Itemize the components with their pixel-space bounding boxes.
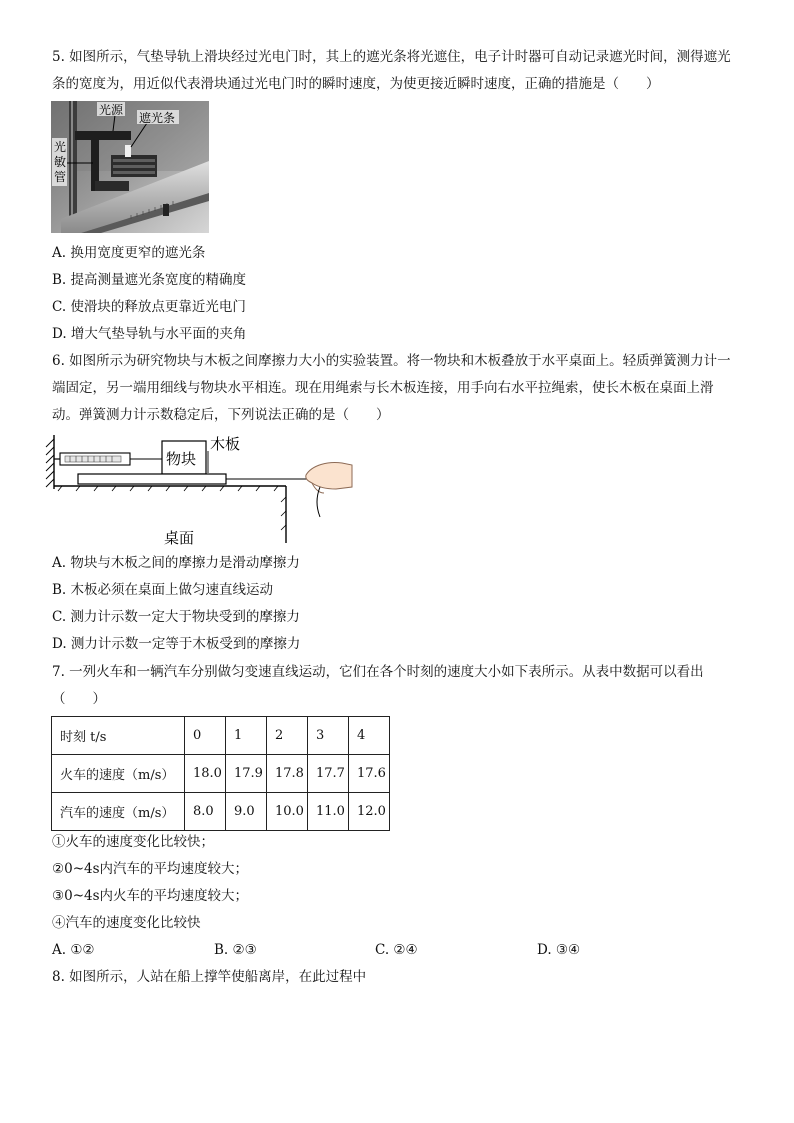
- table-cell: 2: [267, 717, 308, 755]
- table-cell: 4: [349, 717, 390, 755]
- q7-statement-3: ③0~4s内火车的平均速度较大；: [52, 888, 249, 904]
- q7-option-c[interactable]: C. ②④: [375, 942, 418, 958]
- q7-stem-line-2: （ ）: [52, 691, 106, 707]
- q5-stem-line-2: 条的宽度为，用近似代表滑块通过光电门时的瞬时速度，为使更接近瞬时速度，正确的措施是（ ）: [52, 76, 660, 92]
- table-row: [52, 793, 390, 831]
- q6-option-a[interactable]: A. 物块与木板之间的摩擦力是滑动摩擦力: [52, 555, 300, 571]
- table-cell: 12.0: [349, 793, 390, 831]
- table-cell: 8.0: [185, 793, 226, 831]
- table-cell: 3: [308, 717, 349, 755]
- table-cell: 17.6: [349, 755, 390, 793]
- table-cell: 汽车的速度（m/s）: [52, 793, 185, 831]
- q7-option-d[interactable]: D. ③④: [537, 942, 581, 958]
- q5-option-c[interactable]: C. 使滑块的释放点更靠近光电门: [52, 299, 246, 315]
- q7-statement-2: ②0~4s内汽车的平均速度较大；: [52, 861, 249, 877]
- q5-option-b[interactable]: B. 提高测量遮光条宽度的精确度: [52, 272, 247, 288]
- q6-option-c[interactable]: C. 测力计示数一定大于物块受到的摩擦力: [52, 609, 300, 625]
- q5-option-a[interactable]: A. 换用宽度更窄的遮光条: [52, 245, 206, 261]
- q6-friction-apparatus-diagram: [40, 431, 360, 549]
- speed-table: [51, 716, 390, 831]
- label-board: 木板: [210, 435, 241, 453]
- table-cell: 时刻 t/s: [52, 717, 185, 755]
- q6-stem-line-2: 端固定，另一端用细线与物块水平相连。现在用绳索与长木板连接，用手向右水平拉绳索，使长木板在桌面上滑: [52, 380, 714, 396]
- q6-option-b[interactable]: B. 木板必须在桌面上做匀速直线运动: [52, 582, 274, 598]
- table-cell: 0: [185, 717, 226, 755]
- table-cell: 1: [226, 717, 267, 755]
- q6-stem-line-1: 6. 如图所示为研究物块与木板之间摩擦力大小的实验装置。将一物块和木板叠放于水平桌面上。轻质弹簧测力计一: [52, 353, 731, 369]
- q5-stem-line-1: 5. 如图所示，气垫导轨上滑块经过光电门时，其上的遮光条将光遮住，电子计时器可自动记录遮光时间，测得遮光: [52, 49, 731, 65]
- table-cell: 17.8: [267, 755, 308, 793]
- label-shading-strip: 遮光条: [139, 111, 176, 125]
- q7-statement-4: ④汽车的速度变化比较快: [52, 915, 201, 931]
- q6-option-d[interactable]: D. 测力计示数一定等于木板受到的摩擦力: [52, 636, 301, 652]
- table-row: [52, 755, 390, 793]
- q7-stem-line-1: 7. 一列火车和一辆汽车分别做匀变速直线运动，它们在各个时刻的速度大小如下表所示。从表中数据可以看出: [52, 664, 704, 680]
- q7-option-a[interactable]: A. ①②: [52, 942, 95, 958]
- table-cell: 11.0: [308, 793, 349, 831]
- table-cell: 17.9: [226, 755, 267, 793]
- q7-option-b[interactable]: B. ②③: [214, 942, 257, 958]
- label-table: 桌面: [164, 529, 195, 547]
- q5-air-track-photo: [51, 101, 209, 233]
- table-cell: 火车的速度（m/s）: [52, 755, 185, 793]
- q7-statement-1: ①火车的速度变化比较快；: [52, 834, 214, 850]
- table-cell: 10.0: [267, 793, 308, 831]
- label-light-source: 光源: [99, 103, 124, 117]
- table-cell: 9.0: [226, 793, 267, 831]
- table-cell: 18.0: [185, 755, 226, 793]
- q6-stem-line-3: 动。弹簧测力计示数稳定后，下列说法正确的是（ ）: [52, 407, 390, 423]
- table-cell: 17.7: [308, 755, 349, 793]
- table-row: [52, 717, 390, 755]
- label-photosensor: 光敏管: [54, 140, 67, 184]
- q5-option-d[interactable]: D. 增大气垫导轨与水平面的夹角: [52, 326, 247, 342]
- label-block: 物块: [166, 450, 197, 468]
- q8-stem-line-1: 8. 如图所示，人站在船上撑竿使船离岸，在此过程中: [52, 969, 367, 985]
